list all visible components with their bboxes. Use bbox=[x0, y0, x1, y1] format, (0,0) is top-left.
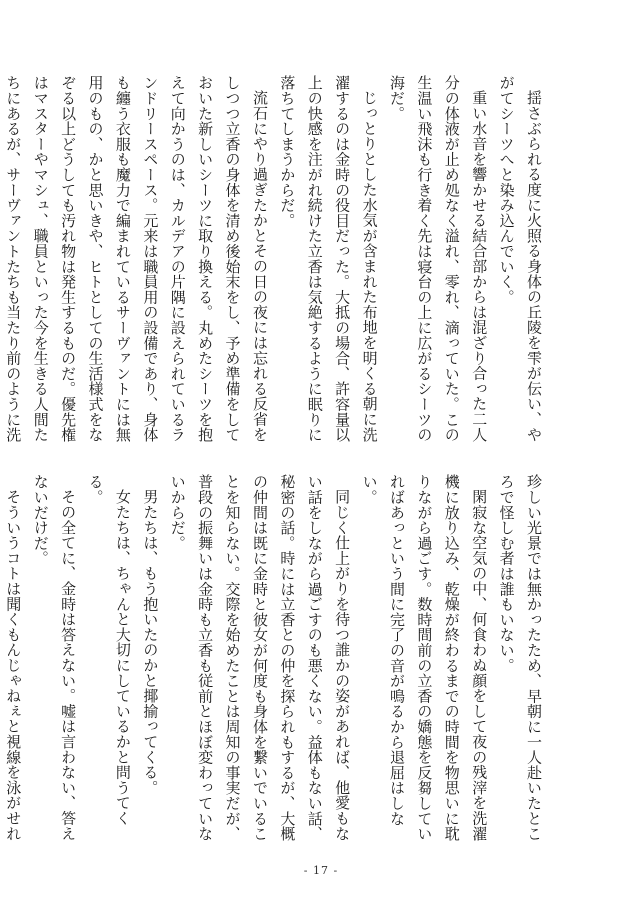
paragraph: 重い水音を響かせる結合部からは混ざり合った二人分の体液が止め処なく溢れ、零れ、滴っていた。この生温い飛沫も行き着く先は寝台の上に広がるシーツの海だ。 bbox=[387, 75, 489, 443]
paragraph: 流石にやり過ぎたかとその日の夜には忘れる反省をしつつ立香の身体を清め後始末をし、予め準備をしておいた新しいシーツに取り換える。丸めたシーツを抱えて向かうのは、カルデアの片隅に設えられているランドリースペース。元来は職員用の設備であり、身体も纏う衣服も魔力で編まれているサーヴァントには無用のもの、かと思いきや、ヒトとしての生活様式をなぞる以上どうしても汚れ物は発生するものだ。優先権はマスターやマシュ、職員といった今を生きる人間たちにあるが、サーヴァントたちも当たり前のように洗 bbox=[4, 75, 269, 443]
paragraph: そういうコトは聞くもんじゃねぇと視線を泳がせれ bbox=[4, 489, 23, 841]
page-number: - 17 - bbox=[303, 864, 339, 877]
paragraph: 男たちは、もう抱いたのかと揶揄ってくる。 bbox=[141, 489, 160, 795]
paragraph: 閑寂な空気の中、何食わぬ顔をして夜の残滓を洗濯機に放り込み、乾燥が終わるまでの時間を物思いに耽りながら過ごす。数時間前の立香の嬌態を反芻していればあっという間に完了の音が鳴るから退屈はしない。 bbox=[360, 474, 489, 842]
paragraph: 女たちは、ちゃんと大切にしているかと問うてくる。 bbox=[86, 474, 132, 826]
upper-text-block bbox=[4, 75, 547, 452]
paragraph: その全てに、金時は答えない。嘘は言わない、答えないだけだ。 bbox=[31, 474, 78, 841]
paragraph: じっとりとした水気が含まれた布地を明くる朝に洗濯するのは金時の役目だった。大抵の場合、許容量以上の快感を注がれ続けた立香は気絶するように眠りに落ちてしまうからだ。 bbox=[278, 75, 379, 443]
paragraph: 同じく仕上がりを待つ誰かの姿があれば、他愛もない話をしながら過ごすのも悪くない。益体もない話、秘密の話。時には立香との仲を探られもするが、大概の仲間は既に金時と彼女が何度も身体を繋いでいることを知らない。交際を始めたことは周知の事実だが、普段の振舞いは金時も立香も従前とほぼ変わっていないからだ。 bbox=[168, 474, 352, 842]
paragraph: 揺さぶられる度に火照る身体の丘陵を雫が伝い、やがてシーツへと染み込んでいく。 bbox=[497, 75, 543, 442]
lower-text-block bbox=[4, 474, 547, 851]
paragraph: 珍しい光景では無かったため、早朝に一人赴いたところで怪しむ者は誰もいない。 bbox=[497, 474, 543, 842]
